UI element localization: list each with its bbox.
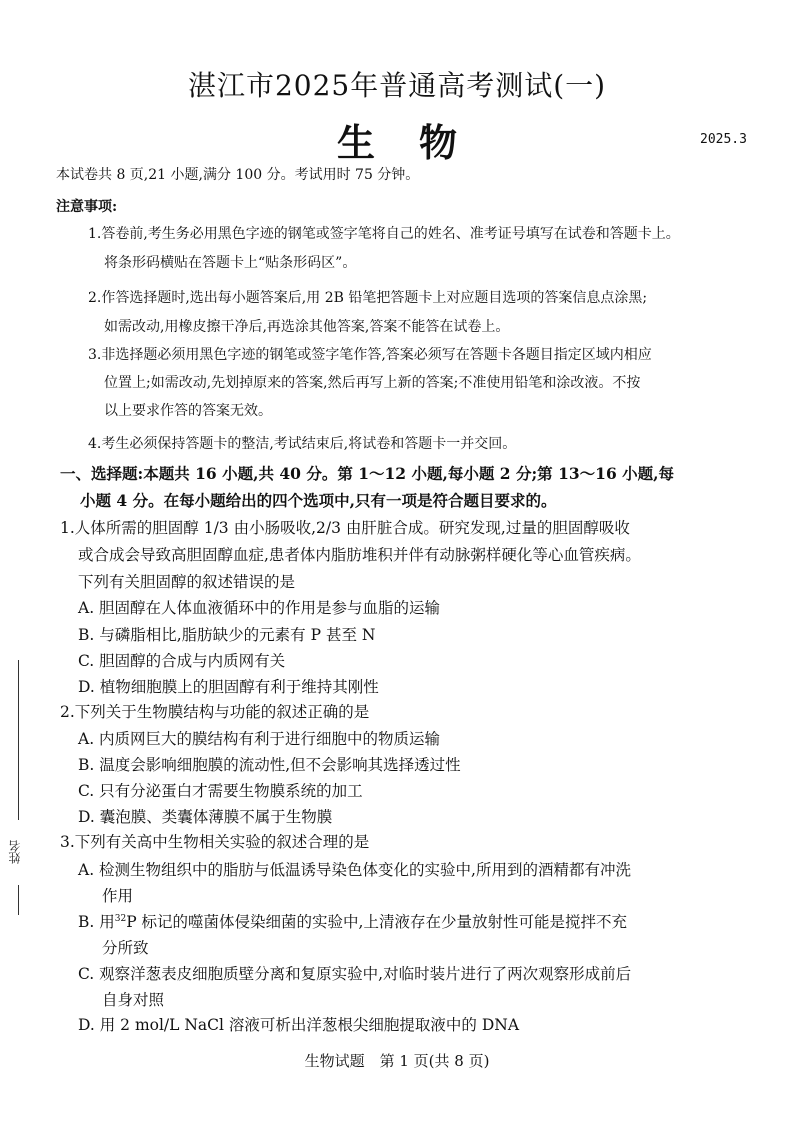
note-line: 如需改动,用橡皮擦干净后,再选涂其他答案,答案不能答在试卷上。: [104, 319, 510, 335]
question-1-option-b: B. 与磷脂相比,脂肪缺少的元素有 P 甚至 N: [78, 626, 376, 644]
section-heading: 一、选择题:本题共 16 小题,共 40 分。第 1～12 小题,每小题 2 分;第 13～16 小题,每: [60, 464, 675, 483]
question-3-option-a: A. 检测生物组织中的脂肪与低温诱导染色体变化的实验中,所用到的酒精都有冲洗: [78, 861, 631, 879]
isotope-superscript: 32: [114, 913, 127, 924]
note-line: 1.答卷前,考生务必用黑色字迹的钢笔或签字笔将自己的姓名、准考证号填写在试卷和答题卡上。: [88, 226, 680, 242]
side-name-label: 姓名: [8, 840, 22, 864]
question-3-stem: 3.下列有关高中生物相关实验的叙述合理的是: [60, 833, 370, 851]
note-line: 位置上;如需改动,先划掉原来的答案,然后再写上新的答案;不准使用铅笔和涂改液。不按: [104, 375, 641, 391]
exam-date: 2025.3: [700, 132, 747, 147]
note-line: 将条形码横贴在答题卡上“贴条形码区”。: [104, 255, 357, 271]
question-3-option-c: C. 观察洋葱表皮细胞质壁分离和复原实验中,对临时装片进行了两次观察形成前后: [78, 965, 632, 983]
note-line: 4.考生必须保持答题卡的整洁,考试结束后,将试卷和答题卡一并交回。: [88, 436, 517, 452]
note-line: 以上要求作答的答案无效。: [104, 403, 272, 419]
question-1-option-a: A. 胆固醇在人体血液循环中的作用是参与血脂的运输: [78, 599, 441, 617]
exam-title: 湛江市2025年普通高考测试(一): [187, 69, 607, 102]
question-2-option-d: D. 囊泡膜、类囊体薄膜不属于生物膜: [78, 808, 333, 826]
question-3-option-c-cont: 自身对照: [102, 991, 165, 1009]
section-heading-cont: 小题 4 分。在每小题给出的四个选项中,只有一项是符合题目要求的。: [80, 491, 557, 510]
question-1-stem: 下列有关胆固醇的叙述错误的是: [78, 573, 296, 591]
binding-line: [18, 660, 19, 820]
question-3-option-a-cont: 作用: [102, 887, 134, 905]
question-1-option-d: D. 植物细胞膜上的胆固醇有利于维持其刚性: [78, 678, 379, 696]
question-2-stem: 2.下列关于生物膜结构与功能的叙述正确的是: [60, 703, 370, 721]
option-b-prefix: B. 用: [78, 913, 115, 931]
note-line: 2.作答选择题时,选出每小题答案后,用 2B 铅笔把答题卡上对应题目选项的答案信息点涂黑;: [88, 290, 648, 306]
question-3-option-b-cont: 分所致: [102, 939, 149, 957]
question-3-option-b: [78, 910, 627, 932]
intro-text: 本试卷共 8 页,21 小题,满分 100 分。考试用时 75 分钟。: [56, 167, 420, 183]
question-2-option-a: A. 内质网巨大的膜结构有利于进行细胞中的物质运输: [78, 730, 441, 748]
option-b-text: P 标记的噬菌体侵染细菌的实验中,上清液存在少量放射性可能是搅拌不充: [126, 913, 627, 931]
question-1-stem: 1.人体所需的胆固醇 1/3 由小肠吸收,2/3 由肝脏合成。研究发现,过量的胆固醇吸收: [60, 519, 630, 537]
subject-title: 生物: [336, 120, 501, 165]
notes-heading: 注意事项:: [56, 199, 118, 215]
question-1-stem: 或合成会导致高胆固醇血症,患者体内脂肪堆积并伴有动脉粥样硬化等心血管疾病。: [78, 546, 641, 564]
page-footer: 生物试题 第 1 页(共 8 页): [304, 1052, 490, 1070]
note-line: 3.非选择题必须用黑色字迹的钢笔或签字笔作答,答案必须写在答题卡各题目指定区域内相应: [88, 347, 652, 363]
question-1-option-c: C. 胆固醇的合成与内质网有关: [78, 652, 286, 670]
question-2-option-b: B. 温度会影响细胞膜的流动性,但不会影响其选择透过性: [78, 756, 461, 774]
question-3-option-d: D. 用 2 mol/L NaCl 溶液可析出洋葱根尖细胞提取液中的 DNA: [78, 1016, 520, 1034]
question-2-option-c: C. 只有分泌蛋白才需要生物膜系统的加工: [78, 782, 363, 800]
binding-line: [18, 885, 19, 915]
